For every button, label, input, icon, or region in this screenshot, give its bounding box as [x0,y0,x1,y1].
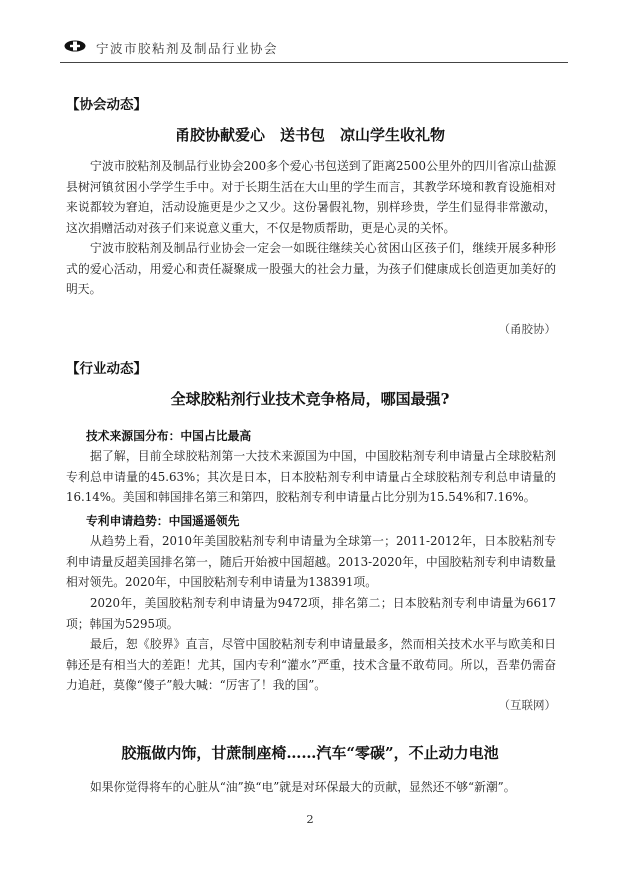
subheading-tech-source: 技术来源国分布：中国占比最高 [86,429,252,443]
source-credit: （互联网） [498,698,556,712]
article-title-donation: 甬胶协献爱心 送书包 凉山学生收礼物 [174,126,445,144]
org-name: 宁波市胶粘剂及制品行业协会 [96,41,279,56]
article-title-zero-carbon-car: 胶瓶做内饰，甘蔗制座椅……汽车“零碳”，不止动力电池 [121,744,499,762]
section-label-industry-news: 【行业动态】 [66,361,147,377]
paragraph: 宁波市胶粘剂及制品行业协会一定会一如既往继续关心贫困山区孩子们，继续开展多种形式的爱心活动，用爱心和责任凝聚成一股强大的社会力量，为孩子们健康成长创造更加美好的明天。 [66,241,556,297]
subheading-patent-trend: 专利申请趋势：中国遥遥领先 [86,514,240,528]
paragraph: 宁波市胶粘剂及制品行业协会200多个爱心书包送到了距离2500公里外的四川省凉山盐源县树河镇贫困小学学生手中。对于长期生活在大山里的学生而言，其教学环境和教育设施相对来说都较为窘迫，活动设施更是少之又少。这份暑假礼物，别样珍贵，学生们显得非常激动，这次捐赠活动对孩子们来说意义重大，不仅是物质帮助，更是心灵的关怀。 [66,159,556,235]
paragraph: 如果你觉得将车的心脏从“油”换“电”就是对环保最大的贡献，显然还不够“新潮”。 [90,780,516,794]
association-logo-icon [64,40,86,52]
paragraph: 最后，恕《胶界》直言，尽管中国胶粘剂专利申请量最多，然而相关技术水平与欧美和日韩还是有相当大的差距！尤其，国内专利“灌水”严重，技术含量不敢苟同。所以，吾辈仍需奋力追赶，莫像“傻子”般大喊：“厉害了！我的国”。 [66,637,556,693]
source-credit: （甬胶协） [498,322,556,336]
article-title-adhesive-competition: 全球胶粘剂行业技术竞争格局，哪国最强? [170,390,450,408]
page-number: 2 [306,812,314,826]
page-header [60,32,568,63]
paragraph: 从趋势上看，2010年美国胶粘剂专利申请量为全球第一；2011-2012年，日本胶粘剂专利申请量反超美国排名第一，随后开始被中国超越。2013-2020年，中国胶粘剂专利申请数量相对领先。2020年，中国胶粘剂专利申请量为138391项。 [66,534,556,590]
section-label-association-news: 【协会动态】 [66,97,147,113]
paragraph: 据了解，目前全球胶粘剂第一大技术来源国为中国，中国胶粘剂专利申请量占全球胶粘剂专利总申请量的45.63%；其次是日本，日本胶粘剂专利申请量占全球胶粘剂专利总申请量的16.14%。美国和韩国排名第三和第四，胶粘剂专利申请量占比分别为15.54%和7.16%。 [66,449,556,505]
paragraph: 2020年，美国胶粘剂专利申请量为9472项，排名第二；日本胶粘剂专利申请量为6617项；韩国为5295项。 [66,596,556,631]
